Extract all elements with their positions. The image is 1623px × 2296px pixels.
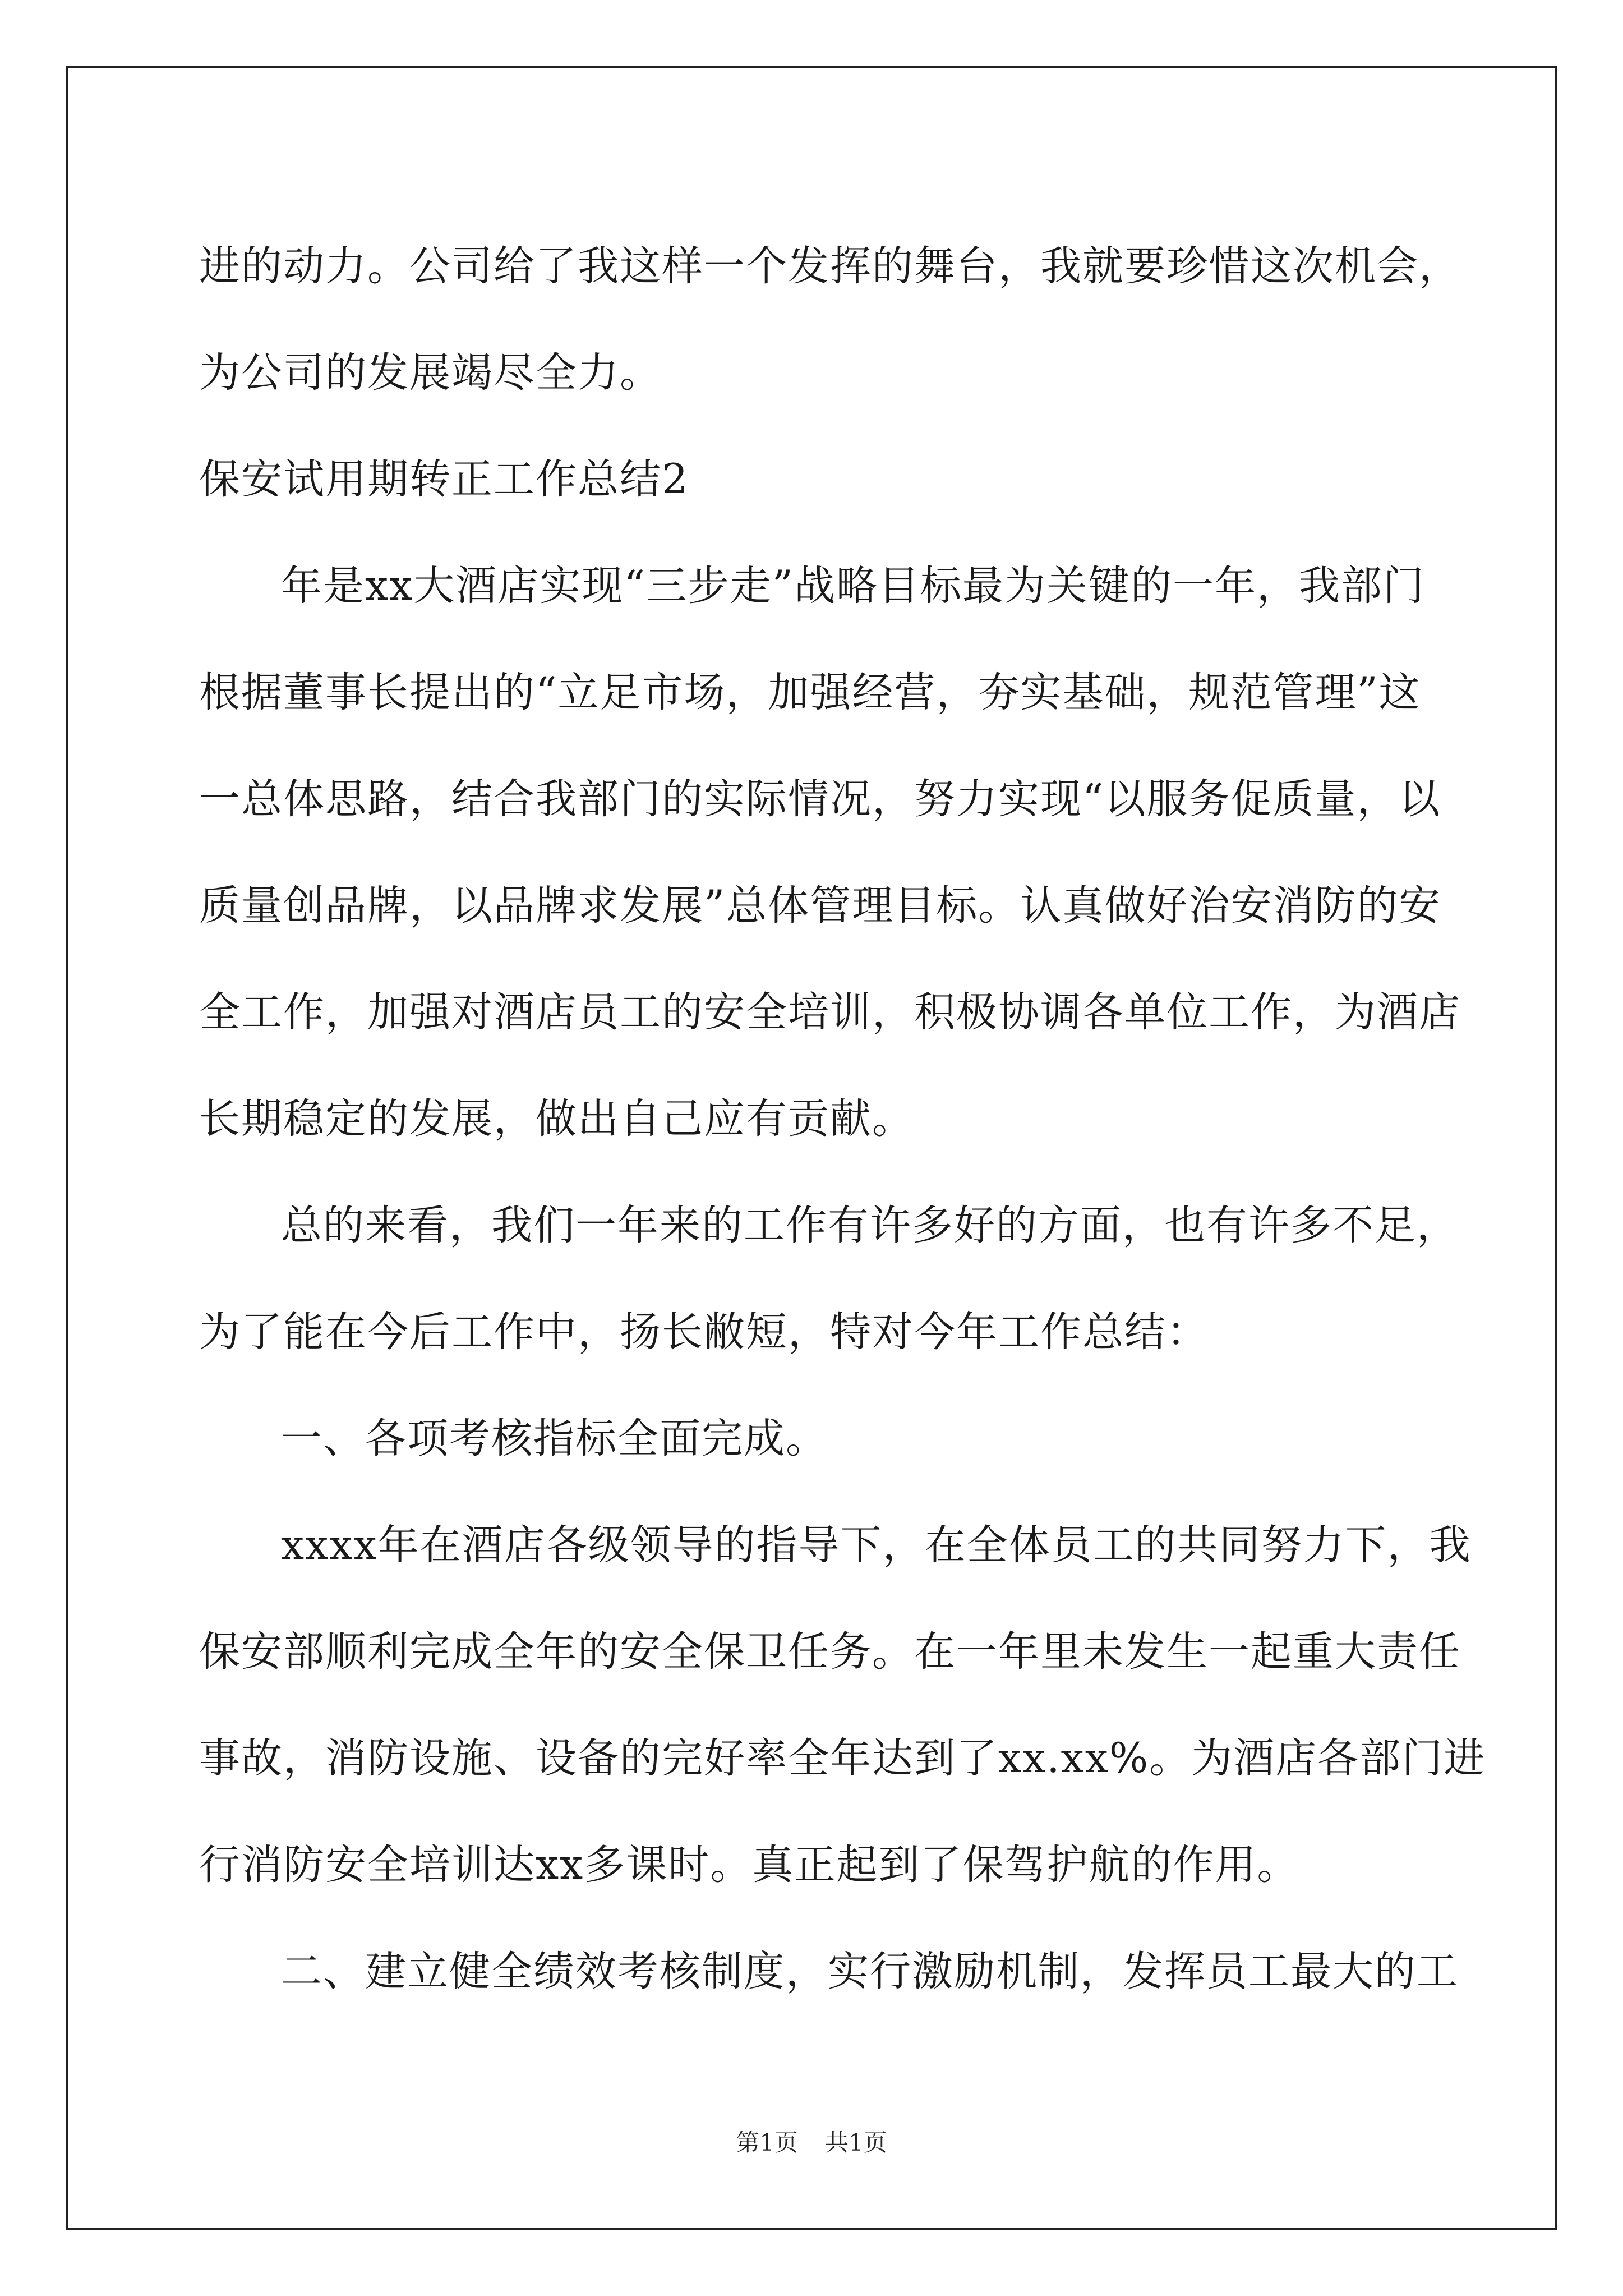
text-line: 为公司的发展竭尽全力。	[199, 349, 662, 397]
page-total: 共1页	[825, 2129, 887, 2156]
text-line: 总的来看，我们一年来的工作有许多好的方面，也有许多不足，	[281, 1202, 1459, 1249]
text-line: 全工作，加强对酒店员工的安全培训，积极协调各单位工作，为酒店	[199, 988, 1461, 1036]
section-heading: 保安试用期转正工作总结2	[199, 455, 689, 503]
document-body	[199, 213, 1486, 2025]
text-line: xxxx年在酒店各级领导的指导下，在全体员工的共同努力下，我	[281, 1521, 1472, 1569]
text-line: 为了能在今后工作中，扬长敝短，特对今年工作总结：	[199, 1308, 1209, 1356]
text-line: 根据董事长提出的“立足市场，加强经营，夯实基础，规范管理”这	[199, 669, 1421, 716]
page-number: 第1页	[736, 2129, 798, 2156]
text-line: 质量创品牌，以品牌求发展”总体管理目标。认真做好治安消防的安	[199, 882, 1441, 930]
text-line: 年是xx大酒店实现“三步走”战略目标最为关键的一年，我部门	[281, 562, 1425, 610]
text-line: 保安部顺利完成全年的安全保卫任务。在一年里未发生一起重大责任	[199, 1628, 1461, 1676]
text-line: 行消防安全培训达xx多课时。真正起到了保驾护航的作用。	[199, 1841, 1299, 1889]
text-line: 事故，消防设施、设备的完好率全年达到了xx.xx%。为酒店各部门进	[199, 1734, 1486, 1782]
subheading: 一、各项考核指标全面完成。	[281, 1415, 828, 1462]
text-line: 一总体思路，结合我部门的实际情况，努力实现“以服务促质量，以	[199, 775, 1441, 823]
text-line: 进的动力。公司给了我这样一个发挥的舞台，我就要珍惜这次机会，	[199, 242, 1461, 290]
text-line: 长期稳定的发展，做出自己应有贡献。	[199, 1095, 914, 1143]
subheading: 二、建立健全绩效考核制度，实行激励机制，发挥员工最大的工	[281, 1948, 1459, 1995]
page-footer	[0, 2127, 1623, 2159]
